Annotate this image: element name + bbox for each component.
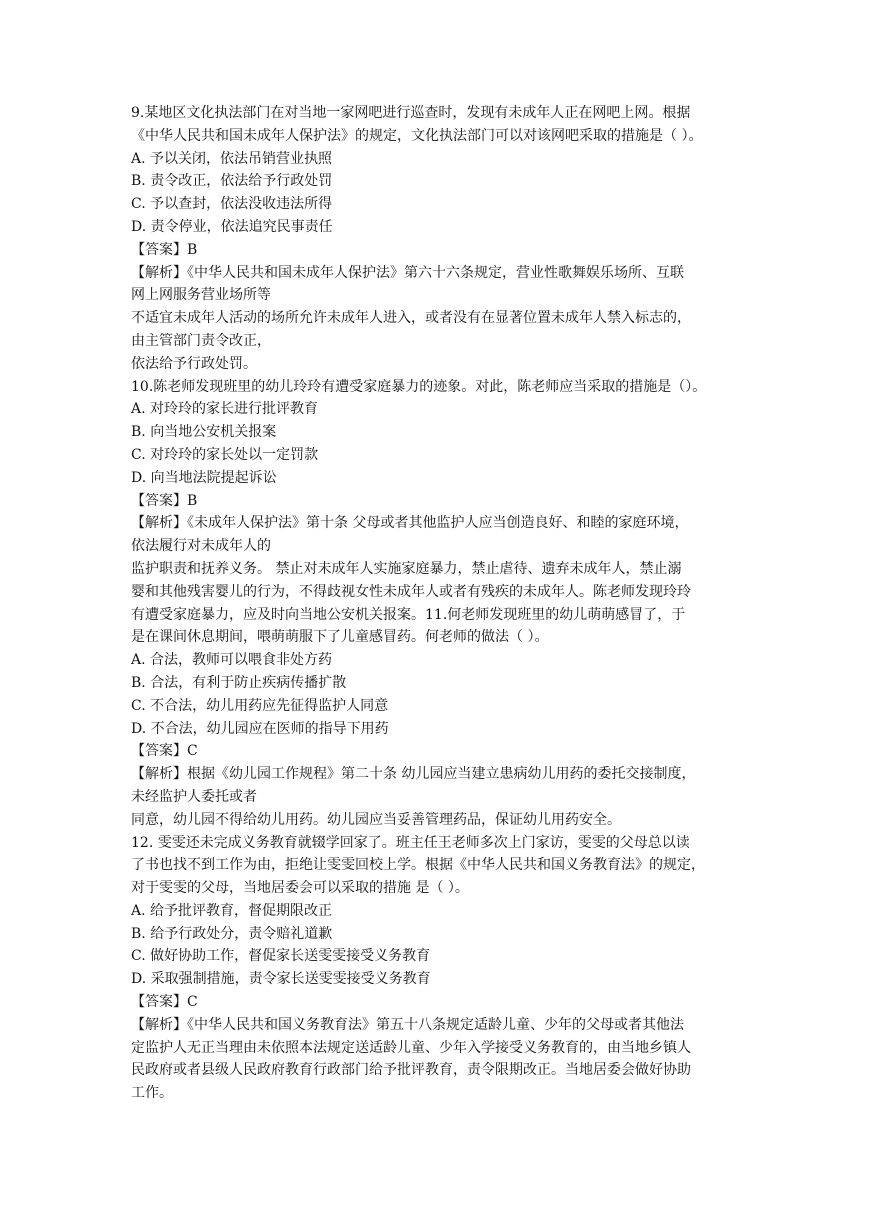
q10-analysis-line-2: 依法履行对未成年人的 — [131, 538, 271, 555]
q10-answer: 【答案】B — [131, 492, 198, 509]
q12-stem-line-3: 对于雯雯的父母，当地居委会可以采取的措施 是（ ）。 — [131, 880, 469, 897]
q10-stem: 10.陈老师发现班里的幼儿玲玲有遭受家庭暴力的迹象。对此，陈老师应当采取的措施是（）。 — [131, 378, 707, 395]
q9-option-c: C. 予以查封，依法没收违法所得 — [131, 196, 333, 213]
q9-analysis-line-4: 由主管部门责令改正， — [131, 332, 271, 349]
q9-analysis-line-5: 依法给予行政处罚。 — [131, 355, 257, 372]
q9-stem-line-1: 9.某地区文化执法部门在对当地一家网吧进行巡查时，发现有未成年人正在网吧上网。根据 — [131, 105, 691, 121]
q12-option-a: A. 给予批评教育，督促期限改正 — [131, 902, 333, 919]
q9-option-d: D. 责令停业，依法追究民事责任 — [131, 218, 333, 235]
q10-option-d: D. 向当地法院提起诉讼 — [131, 469, 277, 486]
q11-analysis-line-3: 同意，幼儿园不得给幼儿用药。幼儿园应当妥善管理药品，保证幼儿用药安全。 — [131, 811, 621, 828]
q12-answer: 【答案】C — [131, 994, 198, 1011]
q10-option-c: C. 对玲玲的家长处以一定罚款 — [131, 446, 319, 463]
q11-answer: 【答案】C — [131, 743, 198, 760]
q9-analysis-line-3: 不适宜未成年人活动的场所允许未成年人进入，或者没有在显著位置未成年人禁入标志的， — [131, 310, 691, 327]
q12-stem-line-2: 了书也找不到工作为由，拒绝让雯雯回校上学。根据《中华人民共和国义务教育法》的规定， — [131, 857, 705, 874]
q11-option-c: C. 不合法，幼儿用药应先征得监护人同意 — [131, 697, 389, 714]
q9-option-b: B. 责令改正，依法给予行政处罚 — [131, 173, 333, 190]
q9-stem-line-2: 《中华人民共和国未成年人保护法》的规定，文化执法部门可以对该网吧采取的措施是（ ）。 — [131, 127, 703, 144]
q10-analysis-line-1: 【解析】《未成年人保护法》第十条 父母或者其他监护人应当创造良好、和睦的家庭环境， — [131, 515, 689, 532]
q12-option-d: D. 采取强制措施，责令家长送雯雯接受义务教育 — [131, 971, 431, 988]
q11-analysis-line-2: 未经监护人委托或者 — [131, 788, 257, 805]
q9-option-a: A. 予以关闭，依法吊销营业执照 — [131, 150, 333, 167]
q12-analysis-line-2: 定监护人无正当理由未依照本法规定送适龄儿童、少年入学接受义务教育的，由当地乡镇人 — [131, 1039, 691, 1056]
q11-option-d: D. 不合法，幼儿园应在医师的指导下用药 — [131, 720, 389, 737]
q11-option-b: B. 合法，有利于防止疾病传播扩散 — [131, 674, 347, 691]
q10-analysis-line-3: 监护职责和抚养义务。 禁止对未成年人实施家庭暴力，禁止虐待、遗弃未成年人，禁止溺 — [131, 560, 682, 577]
q12-option-c: C. 做好协助工作，督促家长送雯雯接受义务教育 — [131, 948, 431, 965]
q10-analysis-line-5: 有遭受家庭暴力，应及时向当地公安机关报案。11.何老师发现班里的幼儿萌萌感冒了，于 — [131, 606, 686, 623]
q10-option-a: A. 对玲玲的家长进行批评教育 — [131, 401, 319, 418]
q9-answer: 【答案】B — [131, 241, 198, 258]
q11-option-a: A. 合法，教师可以喂食非处方药 — [131, 652, 333, 669]
q10-analysis-line-4: 婴和其他残害婴儿的行为，不得歧视女性未成年人或者有残疾的未成年人。陈老师发现玲玲 — [131, 583, 691, 600]
q12-option-b: B. 给予行政处分，责令赔礼道歉 — [131, 925, 333, 942]
q12-analysis-line-4: 工作。 — [131, 1085, 173, 1102]
document-body — [131, 102, 743, 1105]
q12-analysis-line-1: 【解析】《中华人民共和国义务教育法》第五十八条规定适龄儿童、少年的父母或者其他法 — [131, 1016, 684, 1033]
q11-analysis-line-1: 【解析】根据《幼儿园工作规程》第二十条 幼儿园应当建立患病幼儿用药的委托交接制度， — [131, 766, 696, 783]
q9-analysis-line-2: 网上网服务营业场所等 — [131, 287, 271, 304]
q9-analysis-line-1: 【解析】《中华人民共和国未成年人保护法》第六十六条规定，营业性歌舞娱乐场所、互联 — [131, 264, 684, 281]
q12-stem-line-1: 12. 雯雯还未完成义务教育就辍学回家了。班主任王老师多次上门家访，雯雯的父母总以读 — [131, 834, 690, 851]
q11-stem: 是在课间休息期间，喂萌萌服下了儿童感冒药。何老师的做法（ ）。 — [131, 629, 549, 646]
q12-analysis-line-3: 民政府或者县级人民政府教育行政部门给予批评教育，责令限期改正。当地居委会做好协助 — [131, 1062, 691, 1079]
q10-option-b: B. 向当地公安机关报案 — [131, 424, 277, 441]
